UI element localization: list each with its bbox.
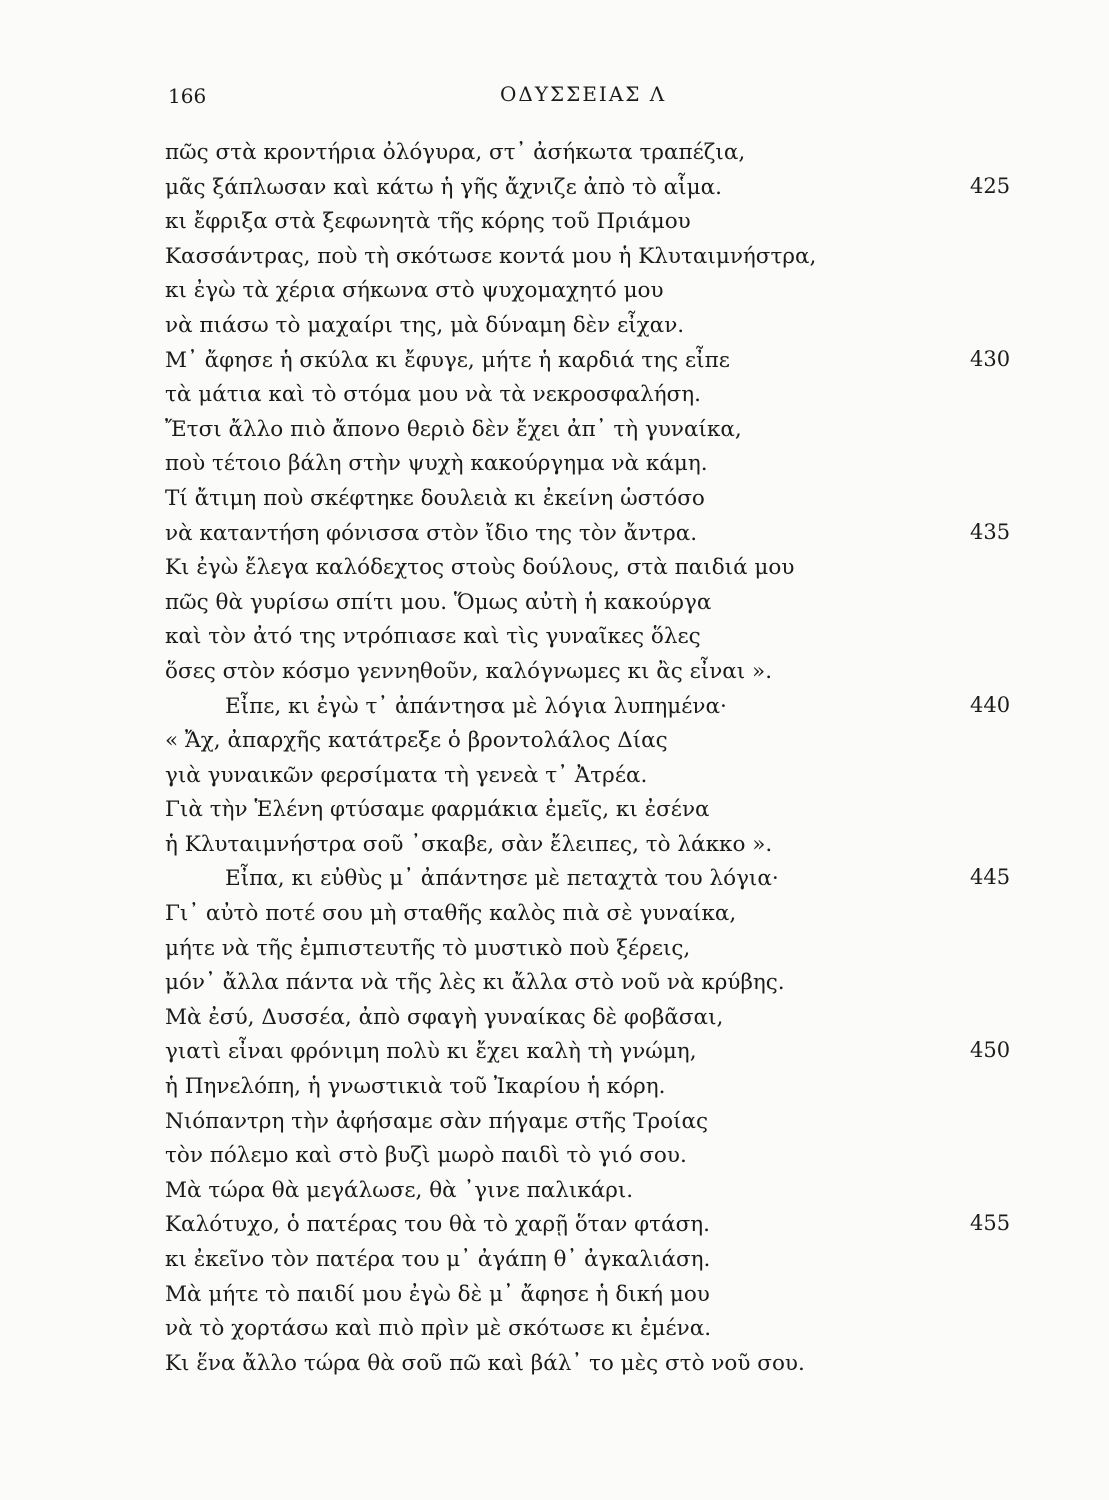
verse-line (165, 1208, 1025, 1243)
verse-text: Κι ἕνα ἄλλο τώρα θὰ σοῦ πῶ καὶ βάλ᾿ το μὲς στὸ νοῦ σου. (165, 1350, 805, 1376)
verse-text: ὅσες στὸν κόσμο γεννηθοῦν, καλόγνωμες κι ἂς εἶναι ». (165, 658, 773, 684)
verse-line (165, 1001, 1025, 1036)
line-number: 430 (970, 346, 1011, 371)
verse-line (165, 171, 1025, 206)
verse-text: κι ἐγὼ τὰ χέρια σήκωνα στὸ ψυχομαχητό μου (165, 278, 664, 304)
verse-line (165, 724, 1025, 759)
verse-text: πῶς θὰ γυρίσω σπίτι μου. Ὅμως αὐτὴ ἡ κακούργα (165, 589, 712, 615)
line-number: 455 (970, 1211, 1011, 1236)
verse-line (165, 897, 1025, 932)
verse-text: καὶ τὸν ἀτό της ντρόπιασε καὶ τὶς γυναῖκες ὅλες (165, 624, 701, 650)
verse-line (165, 655, 1025, 690)
line-number: 450 (970, 1038, 1011, 1063)
verse-line (165, 482, 1025, 517)
verse-line (165, 1174, 1025, 1209)
verse-text: ποὺ τέτοιο βάλη στὴν ψυχὴ κακούργημα νὰ κάμη. (165, 451, 708, 477)
verse-line (165, 862, 1025, 897)
verse-text: Κι ἐγὼ ἔλεγα καλόδεχτος στοὺς δούλους, στὰ παιδιά μου (165, 555, 795, 581)
verse-line (165, 793, 1025, 828)
verse-line (165, 932, 1025, 967)
verse-text: νὰ καταντήση φόνισσα στὸν ἴδιο της τὸν ἄντρα. (165, 520, 698, 546)
verse-line (165, 309, 1025, 344)
verse-line (165, 378, 1025, 413)
verse-text: ἡ Πηνελόπη, ἡ γνωστικιὰ τοῦ Ἰκαρίου ἡ κόρη. (165, 1074, 666, 1100)
verse-text: πῶς στὰ κροντήρια ὀλόγυρα, στ᾿ ἀσήκωτα τραπέζια, (165, 140, 746, 165)
verse-line (165, 1312, 1025, 1347)
verse-line (165, 586, 1025, 621)
verse-line (165, 1070, 1025, 1105)
page-header (0, 80, 1109, 116)
verse-text: Μὰ μήτε τὸ παιδί μου ἐγὼ δὲ μ᾿ ἄφησε ἡ δική μου (165, 1281, 710, 1307)
verse-text: γιατὶ εἶναι φρόνιμη πολὺ κι ἔχει καλὴ τὴ γνώμη, (165, 1039, 697, 1065)
verse-line (165, 1243, 1025, 1278)
verse-text: Μὰ τώρα θὰ μεγάλωσε, θὰ ᾿γινε παλικάρι. (165, 1177, 634, 1203)
verse-line (165, 344, 1025, 379)
verse-text: νὰ τὸ χορτάσω καὶ πιὸ πρὶν μὲ σκότωσε κι ἐμένα. (165, 1316, 712, 1342)
verse-line (165, 274, 1025, 309)
page-number: 166 (168, 84, 207, 108)
line-number: 440 (970, 692, 1011, 717)
verse-line (165, 1278, 1025, 1313)
line-number: 425 (970, 173, 1011, 198)
line-number: 435 (970, 519, 1011, 544)
verse-line (165, 620, 1025, 655)
running-title: ΟΔΥΣΣΕΙΑΣ Λ (500, 82, 667, 106)
verse-text: Νιόπαντρη τὴν ἀφήσαμε σὰν πήγαμε στῆς Τροίας (165, 1108, 709, 1134)
verse-line (165, 517, 1025, 552)
verse-text: μήτε νὰ τῆς ἐμπιστευτῆς τὸ μυστικὸ ποὺ ξέρεις, (165, 935, 691, 961)
verse-text: Τί ἄτιμη ποὺ σκέφτηκε δουλειὰ κι ἐκείνη ὡστόσο (165, 485, 705, 511)
line-number: 445 (970, 865, 1011, 890)
verse-text: κι ἐκεῖνο τὸν πατέρα του μ᾿ ἀγάπη θ᾿ ἀγκαλιάση. (165, 1247, 711, 1272)
verse-line (165, 1035, 1025, 1070)
verse-line (165, 1139, 1025, 1174)
verse-text: μᾶς ξάπλωσαν καὶ κάτω ἡ γῆς ἄχνιζε ἀπὸ τὸ αἷμα. (165, 174, 722, 200)
verse-text: Κασσάντρας, ποὺ τὴ σκότωσε κοντά μου ἡ Κλυταιμνήστρα, (165, 243, 817, 269)
verse-line (165, 551, 1025, 586)
verse-line (165, 966, 1025, 1001)
verse-text: Εἶπε, κι ἐγὼ τ᾿ ἀπάντησα μὲ λόγια λυπημένα· (225, 693, 727, 719)
verse-line (165, 205, 1025, 240)
verse-text: νὰ πιάσω τὸ μαχαίρι της, μὰ δύναμη δὲν εἶχαν. (165, 312, 685, 338)
verse-text: Μ᾿ ἄφησε ἡ σκύλα κι ἔφυγε, μήτε ἡ καρδιά της εἶπε (165, 347, 730, 373)
verse-line (165, 1105, 1025, 1140)
verse-line (165, 447, 1025, 482)
verse-text: μόν᾿ ἄλλα πάντα νὰ τῆς λὲς κι ἄλλα στὸ νοῦ νὰ κρύβης. (165, 970, 785, 996)
verse-text: « Ἄχ, ἀπαρχῆς κατάτρεξε ὁ βροντολάλος Δίας (165, 728, 668, 754)
verse-text: Καλότυχο, ὁ πατέρας του θὰ τὸ χαρῇ ὅταν φτάση. (165, 1212, 710, 1238)
verse-line (165, 828, 1025, 863)
verse-text: ἡ Κλυταιμνήστρα σοῦ ᾿σκαβε, σὰν ἔλειπες, τὸ λάκκο ». (165, 831, 773, 857)
verse-text: Εἶπα, κι εὐθὺς μ᾿ ἀπάντησε μὲ πεταχτὰ του λόγια· (225, 866, 779, 892)
verse-line (165, 1347, 1025, 1382)
verse-text: κι ἔφριξα στὰ ξεφωνητὰ τῆς κόρης τοῦ Πριάμου (165, 209, 691, 235)
verse-line (165, 690, 1025, 725)
verse-line (165, 759, 1025, 794)
poem-text (165, 136, 1025, 1381)
verse-text: Μὰ ἐσύ, Δυσσέα, ἀπὸ σφαγὴ γυναίκας δὲ φοβᾶσαι, (165, 1004, 724, 1030)
verse-text: τὰ μάτια καὶ τὸ στόμα μου νὰ τὰ νεκροσφαλήση. (165, 382, 702, 408)
verse-line (165, 136, 1025, 171)
verse-text: Γι᾿ αὐτὸ ποτέ σου μὴ σταθῆς καλὸς πιὰ σὲ γυναίκα, (165, 901, 737, 927)
verse-text: Ἔτσι ἄλλο πιὸ ἄπονο θεριὸ δὲν ἔχει ἀπ᾿ τὴ γυναίκα, (165, 416, 742, 442)
verse-line (165, 413, 1025, 448)
verse-text: τὸν πόλεμο καὶ στὸ βυζὶ μωρὸ παιδὶ τὸ γιό σου. (165, 1143, 687, 1169)
verse-line (165, 240, 1025, 275)
verse-text: Γιὰ τὴν Ἑλένη φτύσαμε φαρμάκια ἐμεῖς, κι ἐσένα (165, 797, 710, 823)
verse-text: γιὰ γυναικῶν φερσίματα τὴ γενεὰ τ᾿ Ἀτρέα. (165, 762, 648, 788)
